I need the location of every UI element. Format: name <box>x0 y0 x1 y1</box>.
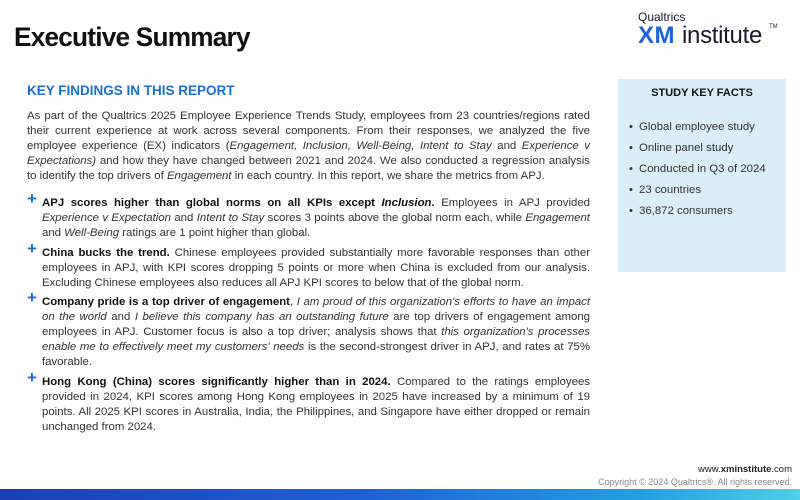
finding-item <box>27 367 590 435</box>
logo-trademark: TM <box>769 24 778 30</box>
intro-paragraph: As part of the Qualtrics 2025 Employee Experience Trends Study, employees from 23 countries/regions rated their current experience at work across several components. From their responses, we analyzed the five employee experience (EX) indicators (Engagement, Inclusion, Well-Being, Intent to Stay and Experience v Expectations) and how they have changed between 2021 and 2024. We also conducted a regression analysis to identify the top drivers of Engagement in each country. In this report, we share the metrics from APJ. <box>27 110 590 182</box>
xm-institute-logo <box>626 10 786 50</box>
logo-xm-text: XM <box>638 22 675 49</box>
plus-icon: + <box>27 367 37 387</box>
finding-item <box>27 288 590 370</box>
fact-item: • Conducted in Q3 of 2024 <box>629 159 766 180</box>
finding-text: China bucks the trend. Chinese employees provided substantially more favorable responses than other employees in APJ, with KPI scores dropping 5 points or more when China is excluded from our analysis. Excluding Chinese employees also reduces all APJ KPI scores to below that of the global norm. <box>42 246 590 289</box>
finding-text: Hong Kong (China) scores significantly higher than in 2024. Compared to the ratings employees provided in 2024, KPI scores among Hong Kong employees in 2025 have increased by a minimum of 19 points. All 2025 KPI scores in Australia, India, the Philippines, and Singapore have either dropped or remain unchanged from 2024. <box>42 375 590 433</box>
findings-list <box>27 189 591 440</box>
finding-item <box>27 189 591 241</box>
footer-website-link[interactable] <box>698 464 792 475</box>
finding-text: Company pride is a top driver of engagement, I am proud of this organization's efforts to have an impact on the world and I believe this company has an outstanding future are top drivers of engagement among employees in APJ. Customer focus is also a top driver; analysis shows that this organization's processes enable me to effectively meet my customers' needs is the second-strongest driver in APJ, and rates at 75% favorable. <box>42 296 590 369</box>
footer-url-suffix: .com <box>771 464 792 475</box>
key-findings-heading: KEY FINDINGS IN THIS REPORT <box>27 83 235 98</box>
finding-item <box>27 238 590 291</box>
plus-icon: + <box>27 189 37 208</box>
finding-text: APJ scores higher than global norms on all KPIs except Inclusion. Employees in APJ provided Experience v Expectation and Intent to Stay scores 3 points above the global norm each, while Engagement and Well-Being ratings are 1 point higher than global. <box>42 197 591 239</box>
plus-icon: + <box>27 288 37 308</box>
logo-institute-text: institute <box>682 22 763 49</box>
fact-item: • 23 countries <box>629 180 766 201</box>
study-key-facts-panel <box>618 79 786 272</box>
study-key-facts-list <box>629 117 766 222</box>
footer-url-prefix: www. <box>698 464 721 475</box>
footer-url-domain: xminstitute <box>720 464 772 475</box>
study-key-facts-heading: STUDY KEY FACTS <box>651 87 753 99</box>
fact-item: • Global employee study <box>629 117 766 138</box>
bottom-gradient-bar <box>0 489 800 500</box>
page-title: Executive Summary <box>14 22 250 52</box>
fact-item: • 36,872 consumers <box>629 201 766 222</box>
footer-copyright: Copyright © 2024 Qualtrics®. All rights reserved. <box>598 477 792 487</box>
logo-company-text: Qualtrics <box>638 10 686 24</box>
fact-item: • Online panel study <box>629 138 766 159</box>
plus-icon: + <box>27 238 37 258</box>
